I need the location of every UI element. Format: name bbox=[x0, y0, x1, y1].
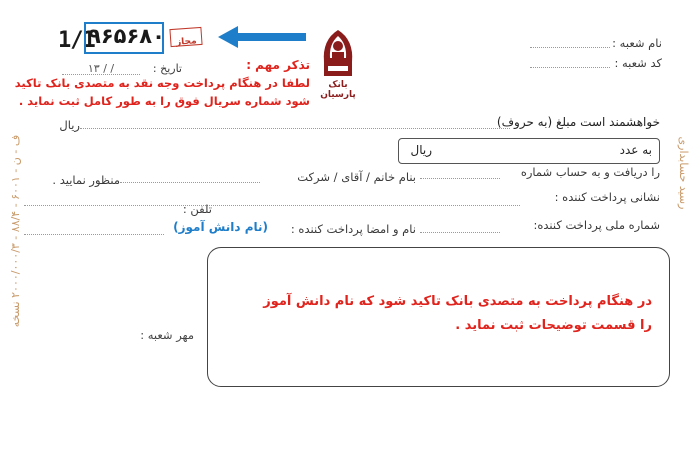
date-label: تاریخ : bbox=[152, 62, 182, 75]
date-underline bbox=[62, 74, 140, 75]
phone-label: تلفن : bbox=[182, 202, 212, 216]
currency-label-1: ریال bbox=[59, 118, 80, 132]
currency-label-2: ریال bbox=[410, 143, 432, 157]
notice-line2: شود شماره سریال فوق را به طور کامل ثبت نماید . bbox=[18, 94, 310, 108]
approve-label: منظور نمایید . bbox=[52, 173, 120, 187]
account-holder-field[interactable] bbox=[120, 182, 260, 183]
national-id-label: شماره ملی پرداخت کننده: bbox=[533, 218, 660, 232]
amount-words-label: خواهشمند است مبلغ (به حروف) bbox=[496, 115, 660, 129]
red-stamp bbox=[169, 27, 202, 47]
branch-code-label: کد شعبه : bbox=[614, 56, 662, 70]
bank-name: بانک پارسیان bbox=[320, 80, 356, 100]
payer-address-field[interactable] bbox=[24, 205, 520, 206]
branch-name-field[interactable] bbox=[530, 47, 610, 48]
date-value[interactable]: ۱۳ / / bbox=[87, 62, 115, 75]
copy-label-vertical bbox=[679, 118, 695, 228]
instruction-line1: در هنگام پرداخت به متصدی بانک تاکید شود که نام دانش آموز bbox=[263, 294, 652, 309]
notice-title: تذکر مهم : bbox=[246, 58, 310, 72]
serial-digits: ۹۶۵۶۸۰ bbox=[88, 24, 165, 48]
serial-prefix: 1/1 bbox=[58, 28, 95, 53]
branch-seal-label: مهر شعبه : bbox=[140, 328, 194, 342]
notice-line1: لطفا در هنگام پرداخت وجه نقد به متصدی بانک تاکید bbox=[14, 76, 310, 90]
receive-label: را دریافت و به حساب شماره bbox=[520, 165, 660, 179]
form-code-text: ف - ن - ۶۰۰۱ - ۸۸/۴ - ۲۰۰۰/۰۰۰/۳ نسخه bbox=[9, 134, 22, 328]
amount-digits-label: به عدد bbox=[619, 143, 652, 157]
bank-logo-icon bbox=[318, 26, 358, 78]
account-holder-label: بنام خانم / آقای / شرکت bbox=[297, 170, 416, 184]
account-number-field[interactable] bbox=[420, 178, 500, 179]
payer-name-label: نام و امضا پرداخت کننده : bbox=[290, 222, 416, 236]
payer-name-field[interactable] bbox=[24, 234, 164, 235]
national-id-field[interactable] bbox=[420, 232, 500, 233]
blue-arrow-icon bbox=[218, 26, 308, 52]
payer-address-label: نشانی پرداخت کننده : bbox=[554, 190, 660, 204]
branch-name-label: نام شعبه : bbox=[612, 36, 662, 50]
copy-label-text: رسید حسابداری bbox=[677, 136, 690, 210]
form-code-vertical bbox=[4, 101, 20, 361]
instruction-box bbox=[207, 247, 670, 387]
stamp-text: مجاز bbox=[175, 36, 197, 48]
branch-code-field[interactable] bbox=[530, 67, 610, 68]
amount-words-field[interactable] bbox=[80, 128, 510, 129]
payer-name-hint: (نام دانش آموز) bbox=[173, 220, 268, 234]
bank-logo bbox=[318, 26, 358, 78]
instruction-line2: را قسمت توضیحات ثبت نماید . bbox=[455, 318, 652, 333]
